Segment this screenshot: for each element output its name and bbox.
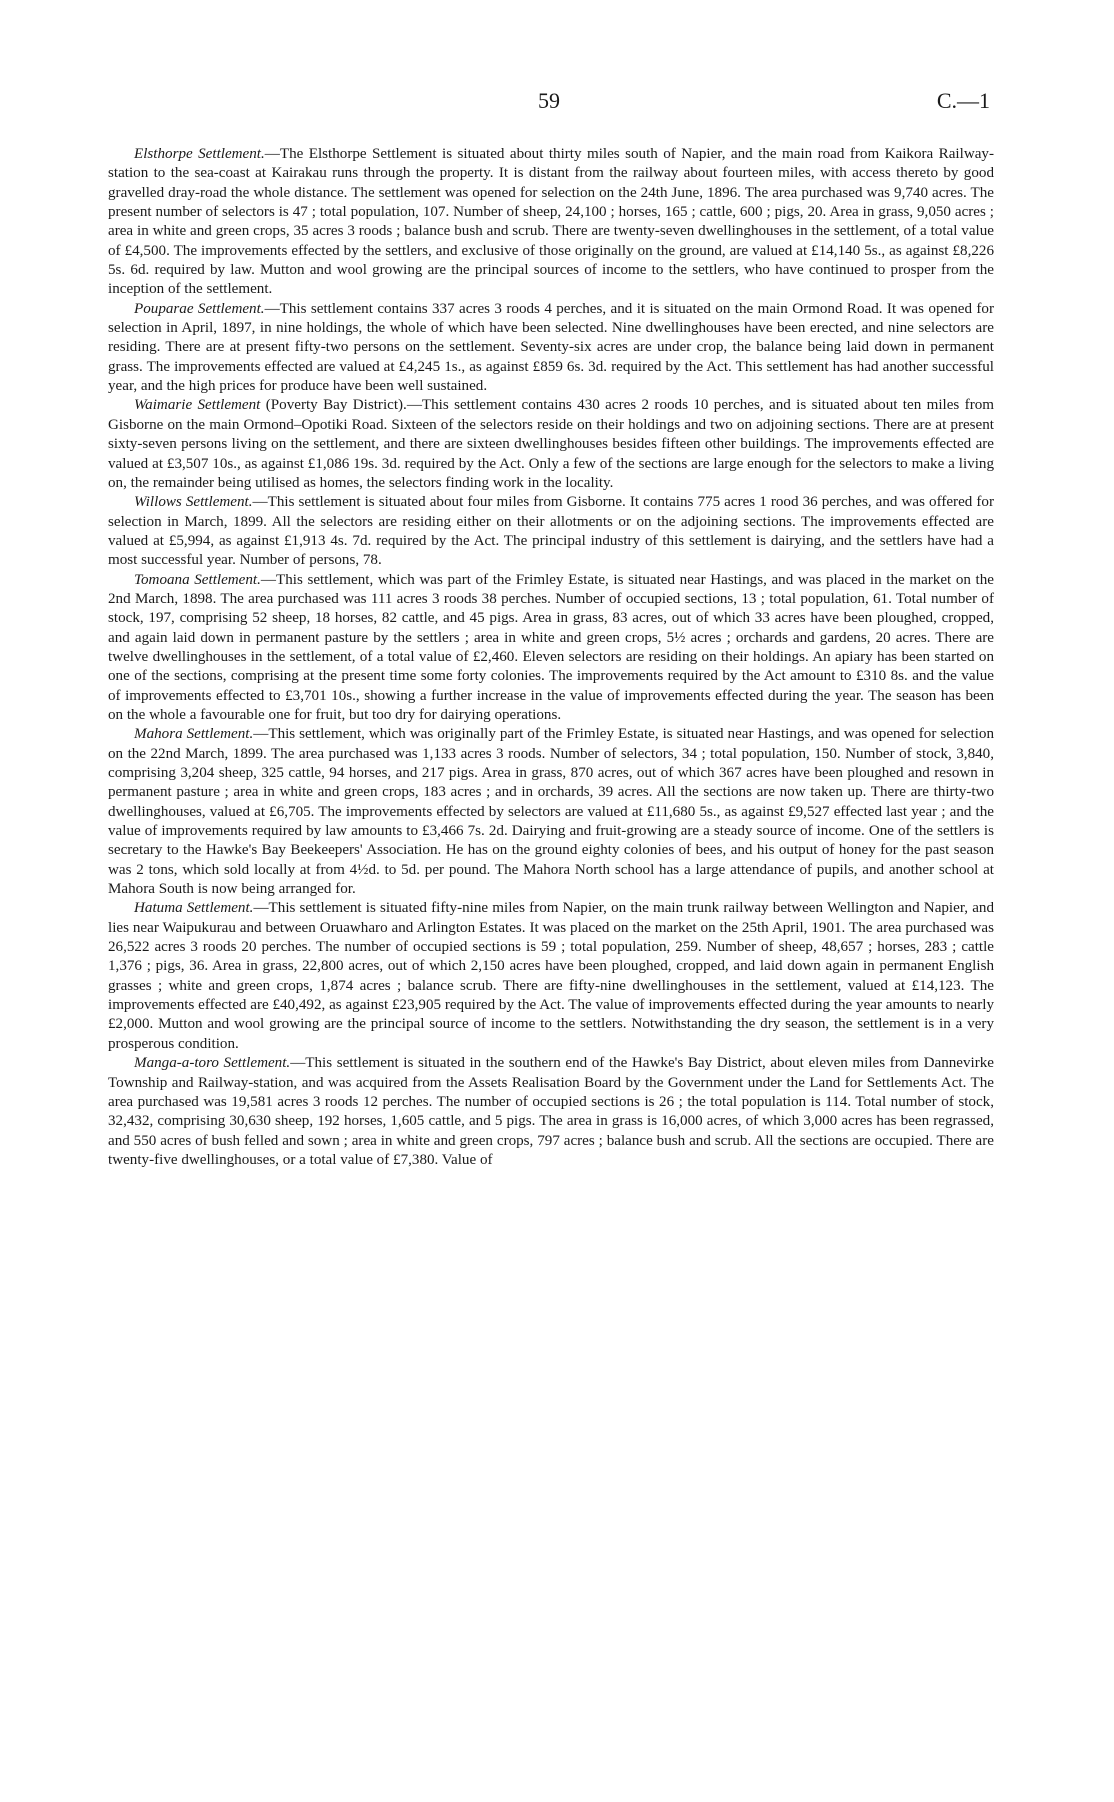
paragraph-mahora bbox=[108, 725, 994, 899]
paragraph-title: Waimarie Settlement bbox=[134, 397, 261, 414]
paragraph-manga-a-toro bbox=[108, 1054, 994, 1170]
paragraph-title: Willows Settlement. bbox=[134, 494, 253, 511]
paragraph-body: —The Elsthorpe Settlement is situated about thirty miles south of Napier, and the main road from Kaikora Railway-station to the sea-coast at Kairakau runs through the property. It is distant from the railway about fourteen miles, with access thereto by good gravelled dray-road the whole distance. The settlement was opened for selection on the 24th June, 1896. The area purchased was 9,740 acres. The present number of selectors is 47 ; total population, 107. Number of sheep, 24,100 ; horses, 165 ; cattle, 600 ; pigs, 20. Area in grass, 9,050 acres ; area in white and green crops, 35 acres 3 roods ; balance bush and scrub. There are twenty-seven dwellinghouses in the settlement, of a total value of £4,500. The improvements effected by the settlers, and exclusive of those originally on the ground, are valued at £14,140 5s., as against £8,226 5s. 6d. required by law. Mutton and wool growing are the principal sources of income to the settlers, who have continued to prosper from the inception of the settlement. bbox=[108, 146, 994, 298]
document-code: C.—1 bbox=[936, 88, 990, 113]
paragraph-body: —This settlement, which was originally part of the Frimley Estate, is situated near Hastings, and was opened for selection on the 22nd March, 1899. The area purchased was 1,133 acres 3 roods. Number of selectors, 34 ; total population, 150. Number of stock, 3,840, comprising 3,204 sheep, 325 cattle, 94 horses, and 217 pigs. Area in grass, 870 acres, out of which 367 acres have been ploughed and resown in permanent pasture ; area in white and green crops, 183 acres ; and in orchards, 39 acres. All the sections are now taken up. There are thirty-two dwellinghouses, valued at £6,705. The improvements effected by selectors are valued at £11,680 5s., as against £9,527 effected last year ; and the value of improvements required by law amounts to £3,466 7s. 2d. Dairying and fruit-growing are a steady source of income. One of the settlers is secretary to the Hawke's Bay Beekeepers' Association. He has on the ground eighty colonies of bees, and his output of honey for the past season was 2 tons, which sold locally at from 4½d. to 5d. per pound. The Mahora North school has a large attendance of pupils, and another school at Mahora South is now being arranged for. bbox=[108, 726, 994, 898]
paragraph-pouparae bbox=[108, 300, 994, 397]
paragraph-title: Tomoana Settlement. bbox=[134, 571, 261, 588]
paragraph-title: Mahora Settlement. bbox=[134, 726, 254, 743]
paragraph-title: Pouparae Settlement. bbox=[134, 300, 265, 317]
body-text bbox=[108, 145, 994, 1170]
paragraph-hatuma bbox=[108, 899, 994, 1054]
paragraph-body: (Poverty Bay District).—This settlement contains 430 acres 2 roods 10 perches, and is situated about ten miles from Gisborne on the main Ormond–Opotiki Road. Sixteen of the selectors reside on their holdings and two on adjoining sections. There are at present sixty-seven persons living on the settlement, and there are sixteen dwellinghouses besides fifteen other buildings. The improvements effected are valued at £3,507 10s., as against £1,086 19s. 3d. required by the Act. Only a few of the sections are large enough for the selectors to make a living on, the remainder being utilised as homes, the selectors finding work in the locality. bbox=[108, 397, 995, 491]
paragraph-elsthorpe bbox=[108, 145, 994, 300]
page-header bbox=[0, 88, 1114, 118]
paragraph-title: Manga-a-toro Settlement. bbox=[134, 1055, 291, 1072]
paragraph-body: —This settlement is situated fifty-nine miles from Napier, on the main trunk railway between Wellington and Napier, and lies near Waipukurau and between Oruawharo and Arlington Estates. It was placed on the market on the 25th April, 1901. The area purchased was 26,522 acres 3 roods 20 perches. The number of occupied sections is 59 ; total population, 259. Number of sheep, 48,657 ; horses, 283 ; cattle 1,376 ; pigs, 36. Area in grass, 22,800 acres, out of which 2,150 acres have been ploughed, cropped, and laid down again in permanent English grasses ; white and green crops, 1,874 acres ; balance scrub. There are fifty-nine dwellinghouses in the settlement, valued at £14,123. The improvements effected are £40,492, as against £23,905 required by the Act. The value of improvements effected during the year amounts to nearly £2,000. Mutton and wool growing are the principal source of income to the settlers. Notwithstanding the dry season, the settlement is in a very prosperous condition. bbox=[108, 900, 994, 1052]
paragraph-title: Hatuma Settlement. bbox=[134, 900, 254, 917]
paragraph-body: —This settlement is situated in the southern end of the Hawke's Bay District, about eleven miles from Dannevirke Township and Railway-station, and was acquired from the Assets Realisation Board by the Government under the Land for Settlements Act. The area purchased was 19,581 acres 3 roods 12 perches. The number of occupied sections is 26 ; the total population is 114. Total number of stock, 32,432, comprising 30,630 sheep, 192 horses, 1,605 cattle, and 5 pigs. The area in grass is 16,000 acres, of which 3,000 acres has been regrassed, and 550 acres of bush felled and sown ; area in white and green crops, 797 acres ; balance bush and scrub. All the sections are occupied. There are twenty-five dwellinghouses, or a total value of £7,380. Value of bbox=[108, 1055, 995, 1168]
paragraph-willows bbox=[108, 493, 994, 570]
paragraph-body: —This settlement, which was part of the Frimley Estate, is situated near Hastings, and was placed in the market on the 2nd March, 1898. The area purchased was 111 acres 3 roods 38 perches. Number of occupied sections, 13 ; total population, 61. Total number of stock, 197, comprising 52 sheep, 18 horses, 82 cattle, and 45 pigs. Area in grass, 83 acres, out of which 33 acres have been ploughed, cropped, and again laid down in permanent pasture by the settlers ; area in white and green crops, 5½ acres ; orchards and gardens, 20 acres. There are twelve dwellinghouses in the settlement, of a total value of £2,460. Eleven selectors are residing on their holdings. An apiary has been started on one of the sections, comprising at the present time some forty colonies. The improvements required by the Act amount to £310 8s. and the value of improvements effected to £3,701 10s., showing a further increase in the value of improvements effected during the year. The season has been on the whole a favourable one for fruit, but too dry for dairying operations. bbox=[108, 571, 994, 723]
page-number: 59 bbox=[538, 88, 560, 113]
paragraph-waimarie bbox=[108, 396, 994, 493]
paragraph-body: —This settlement contains 337 acres 3 roods 4 perches, and it is situated on the main Ormond Road. It was opened for selection in April, 1897, in nine holdings, the whole of which have been selected. Nine dwellinghouses have been erected, and nine selectors are residing. There are at present fifty-two persons on the settlement. Seventy-six acres are under crop, the balance being laid down in permanent grass. The improvements effected are valued at £4,245 1s., as against £859 6s. 3d. required by the Act. This settlement has had another successful year, and the high prices for produce have been well sustained. bbox=[108, 300, 994, 395]
paragraph-title: Elsthorpe Settlement. bbox=[134, 146, 265, 162]
paragraph-body: —This settlement is situated about four miles from Gisborne. It contains 775 acres 1 rood 36 perches, and was offered for selection in March, 1899. All the selectors are residing either on their allotments or on the adjoining sections. The improvements effected are valued at £5,994, as against £1,913 4s. 7d. required by the Act. The principal industry of this settlement is dairying, and the settlers have had a most successful year. Number of persons, 78. bbox=[108, 494, 994, 569]
paragraph-tomoana bbox=[108, 571, 994, 726]
